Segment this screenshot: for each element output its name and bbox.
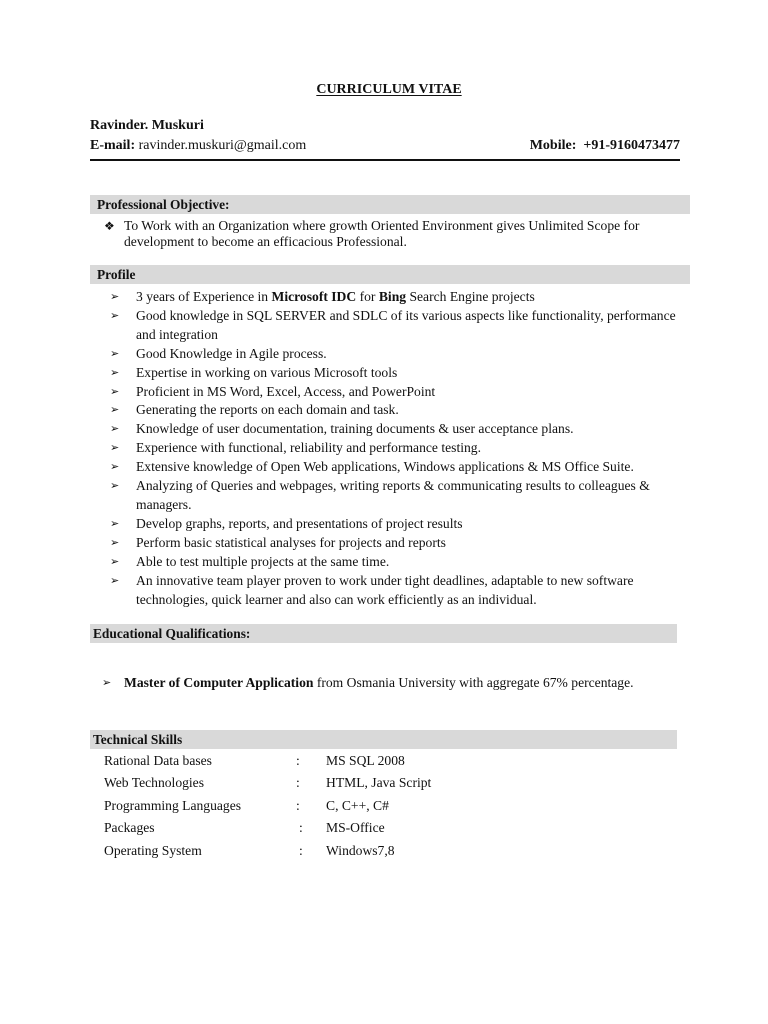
profile-item-text: for bbox=[356, 289, 379, 304]
skill-value: HTML, Java Script bbox=[326, 775, 432, 791]
list-item bbox=[110, 383, 680, 402]
mobile-label: Mobile: bbox=[529, 138, 577, 153]
profile-item-text: Good Knowledge in Agile process. bbox=[136, 345, 327, 361]
contact-line bbox=[90, 138, 680, 154]
profile-item-text: 3 years of Experience in bbox=[136, 289, 272, 304]
table-row bbox=[104, 797, 604, 819]
list-item bbox=[110, 534, 680, 553]
skill-value: MS SQL 2008 bbox=[326, 753, 405, 768]
profile-item-text: Able to test multiple projects at the same time. bbox=[136, 553, 390, 569]
list-item bbox=[110, 401, 680, 420]
list-item bbox=[110, 439, 680, 458]
skill-separator: : bbox=[299, 820, 303, 836]
table-row bbox=[104, 752, 604, 774]
profile-item-text: Generating the reports on each domain and task. bbox=[136, 402, 399, 418]
skill-value: Windows7,8 bbox=[326, 842, 395, 858]
document-title: CURRICULUM VITAE bbox=[316, 82, 462, 97]
arrow-bullet-icon: ➢ bbox=[110, 347, 120, 360]
degree-name: Master of Computer Application bbox=[124, 675, 314, 690]
profile-item-text: Search Engine projects bbox=[406, 289, 535, 304]
skill-separator: : bbox=[296, 753, 300, 768]
skill-separator: : bbox=[299, 842, 303, 858]
list-item bbox=[110, 420, 680, 439]
skill-separator: : bbox=[296, 775, 300, 791]
email-value: ravinder.muskuri@gmail.com bbox=[138, 138, 307, 153]
list-item bbox=[110, 345, 680, 364]
arrow-bullet-icon: ➢ bbox=[102, 677, 112, 689]
profile-item-text: Proficient in MS Word, Excel, Access, and PowerPoint bbox=[136, 383, 436, 399]
list-item bbox=[110, 515, 680, 534]
arrow-bullet-icon: ➢ bbox=[110, 366, 120, 379]
arrow-bullet-icon: ➢ bbox=[110, 442, 120, 455]
skills-heading: Technical Skills bbox=[90, 730, 677, 749]
objective-text: To Work with an Organization where growth Oriented Environment gives Unlimited Scope for development to become an efficacious Professional. bbox=[124, 218, 640, 249]
email-label: E-mail: bbox=[90, 138, 136, 153]
skill-label: Programming Languages bbox=[104, 797, 242, 813]
profile-item-bold: Microsoft IDC bbox=[271, 289, 357, 304]
arrow-bullet-icon: ➢ bbox=[110, 309, 120, 322]
arrow-bullet-icon: ➢ bbox=[110, 517, 120, 530]
list-item bbox=[110, 364, 680, 383]
mobile-value: +91-9160473477 bbox=[583, 138, 680, 153]
profile-item-text: Perform basic statistical analyses for projects and reports bbox=[136, 534, 446, 550]
arrow-bullet-icon: ➢ bbox=[110, 480, 120, 493]
skill-value: MS-Office bbox=[326, 820, 385, 836]
skills-table bbox=[104, 752, 604, 864]
list-item bbox=[110, 288, 680, 307]
skill-label: Rational Data bases bbox=[104, 753, 212, 768]
profile-item-text: An innovative team player proven to work under tight deadlines, adaptable to new software technologies, quick learner and also can work efficiently as an individual. bbox=[136, 572, 634, 607]
skill-label: Web Technologies bbox=[104, 775, 205, 791]
objective-block bbox=[104, 218, 674, 250]
table-row bbox=[104, 819, 604, 841]
arrow-bullet-icon: ➢ bbox=[110, 291, 120, 303]
profile-item-text: Analyzing of Queries and webpages, writing reports & communicating results to colleagues & managers. bbox=[136, 478, 650, 512]
profile-item-text: Experience with functional, reliability and performance testing. bbox=[136, 440, 482, 456]
mobile-block bbox=[530, 138, 680, 154]
profile-item-text: Extensive knowledge of Open Web applications, Windows applications & MS Office Suite. bbox=[136, 459, 634, 475]
objective-heading: Professional Objective: bbox=[90, 195, 690, 214]
list-item bbox=[110, 477, 680, 515]
arrow-bullet-icon: ➢ bbox=[110, 536, 120, 549]
profile-item-bold: Bing bbox=[378, 289, 407, 304]
candidate-name: Ravinder. Muskuri bbox=[90, 118, 204, 133]
diamond-bullet-icon: ❖ bbox=[104, 219, 115, 233]
list-item bbox=[110, 458, 680, 477]
arrow-bullet-icon: ➢ bbox=[110, 385, 120, 398]
list-item bbox=[110, 553, 680, 572]
profile-heading: Profile bbox=[90, 265, 690, 284]
skill-label: Operating System bbox=[104, 842, 202, 858]
skill-label: Packages bbox=[104, 820, 155, 836]
education-item bbox=[102, 674, 692, 692]
degree-detail: from Osmania University with aggregate 67% percentage. bbox=[313, 675, 634, 690]
arrow-bullet-icon: ➢ bbox=[110, 555, 120, 568]
profile-item-text: Good knowledge in SQL SERVER and SDLC of its various aspects like functionality, performance and integration bbox=[136, 307, 676, 342]
arrow-bullet-icon: ➢ bbox=[110, 404, 120, 417]
profile-list bbox=[110, 288, 680, 609]
table-row bbox=[104, 774, 604, 796]
arrow-bullet-icon: ➢ bbox=[110, 423, 120, 436]
list-item bbox=[110, 307, 680, 345]
profile-item-text: Knowledge of user documentation, training documents & user acceptance plans. bbox=[136, 421, 574, 437]
education-heading: Educational Qualifications: bbox=[90, 624, 677, 643]
list-item bbox=[110, 572, 680, 610]
table-row bbox=[104, 842, 604, 864]
skill-value: C, C++, C# bbox=[326, 797, 389, 813]
arrow-bullet-icon: ➢ bbox=[110, 461, 120, 474]
profile-item-text: Develop graphs, reports, and presentations of project results bbox=[136, 515, 463, 531]
skill-separator: : bbox=[296, 797, 300, 813]
education-text bbox=[102, 674, 692, 692]
profile-item-text: Expertise in working on various Microsoft tools bbox=[136, 364, 398, 380]
header-divider bbox=[90, 159, 680, 161]
arrow-bullet-icon: ➢ bbox=[110, 574, 120, 587]
